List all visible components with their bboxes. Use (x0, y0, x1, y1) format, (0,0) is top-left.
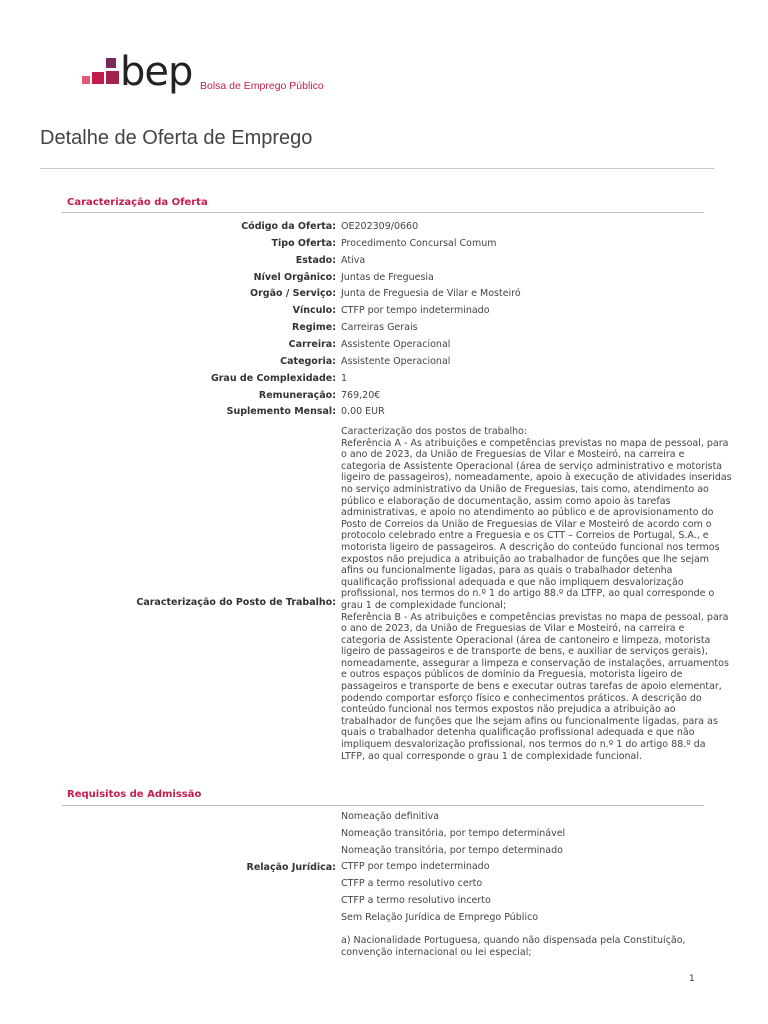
posto-line: categoria de Assistente Operacional (área de cantoneiro e limpeza, motorista (341, 634, 711, 646)
section-divider-2 (62, 805, 704, 806)
field-label: Grau de Complexidade: (210, 372, 336, 384)
field-value: CTFP por tempo indeterminado (341, 305, 490, 317)
field-value: 0.00 EUR (341, 406, 385, 418)
posto-line: conteúdo funcional nos termos expostos não prejudica a atribuição ao (341, 704, 676, 716)
posto-line: o ano de 2023, da União de Freguesias de Vilar e Mosteiró, na carreira e (341, 449, 685, 461)
posto-line: profissional, nos termos do n.º 1 do artigo 88.º da LTFP, ao qual corresponde o (341, 588, 715, 600)
field-value: Assistente Operacional (341, 355, 451, 367)
posto-line: o ano de 2023, da União de Freguesias de Vilar e Mosteiró, na carreira e (341, 623, 685, 635)
posto-line: ligeiro de passageiros e de transporte de bens, e auxiliar de serviços gerais), (341, 646, 708, 658)
posto-line: nomeadamente, assegurar a limpeza e conservação de instalações, arruamentos (341, 657, 729, 669)
section-heading-caracterizacao: Caracterização da Oferta (67, 197, 208, 208)
field-label: Nível Orgânico: (253, 271, 336, 283)
posto-line: quais o trabalhador detenha qualificação profissional adequada e que não (341, 727, 695, 739)
section-heading-requisitos: Requisitos de Admissão (67, 789, 202, 800)
posto-line: impliquem desvalorização profissional, nos termos do n.º 1 do artigo 88.º da (341, 739, 706, 751)
page-title: Detalhe de Oferta de Emprego (40, 127, 313, 149)
posto-line: e outros espaços públicos de domínio da Freguesia, motorista ligeiro de (341, 669, 683, 681)
logo-word: bep (120, 49, 193, 95)
relacao-item: Sem Relação Jurídica de Emprego Público (341, 911, 539, 923)
posto-line: Referência B - As atribuições e competências previstas no mapa de pessoal, para (341, 611, 729, 623)
field-value: Carreiras Gerais (341, 322, 418, 334)
relacao-item: CTFP por tempo indeterminado (341, 861, 490, 873)
field-label: Tipo Oferta: (271, 237, 336, 249)
field-value: Ativa (341, 254, 366, 266)
posto-line: público e elaboração de documentação, assim como apoio às tarefas (341, 495, 671, 507)
posto-line: LTFP, ao qual corresponde o grau 1 de complexidade funcional. (341, 750, 643, 762)
field-label: Remuneração: (258, 389, 336, 401)
relacao-item: Nomeação transitória, por tempo determinado (341, 844, 563, 856)
field-label: Carreira: (288, 338, 336, 350)
posto-line: qualificação profissional adequada e que não impliquem desvalorização (341, 576, 684, 588)
relacao-juridica-label: Relação Jurídica: (246, 862, 336, 873)
posto-line: expostos não prejudica a atribuição ao trabalhador de funções que lhe sejam (341, 553, 710, 565)
field-label: Regime: (292, 322, 336, 334)
posto-line: grau 1 de complexidade funcional; (341, 599, 507, 611)
field-label: Vínculo: (292, 305, 336, 317)
field-value: Assistente Operacional (341, 338, 451, 350)
relacao-item: Nomeação definitiva (341, 811, 440, 822)
posto-line: Referência A - As atribuições e competências previstas no mapa de pessoal, para (341, 437, 729, 449)
relacao-item: CTFP a termo resolutivo incerto (341, 894, 491, 906)
relacao-item: Nomeação transitória, por tempo determinável (341, 827, 566, 839)
posto-trabalho-text (341, 426, 732, 762)
requisito-line: convenção internacional ou lei especial; (341, 946, 532, 958)
posto-line: Caracterização dos postos de trabalho: (341, 426, 528, 437)
field-label: Orgão / Serviço: (250, 288, 336, 300)
field-label: Suplemento Mensal: (226, 406, 336, 418)
field-value: Procedimento Concursal Comum (341, 237, 497, 249)
logo-subtitle: Bolsa de Emprego Público (200, 80, 324, 92)
requisitos-text (341, 935, 686, 958)
logo-square-4 (106, 71, 119, 84)
posto-line: Posto de Correios da União de Freguesias de Vilar e Mosteiró de acordo com o (341, 518, 712, 530)
logo-square-3 (106, 58, 116, 68)
posto-line: ligeiro de passageiros), nomeadamente, apoio à execução de atividades inseridas (341, 472, 732, 484)
page-number: 1 (689, 974, 695, 984)
relacao-juridica-list (341, 811, 565, 929)
field-value: Junta de Freguesia de Vilar e Mosteiró (341, 288, 521, 300)
field-value: Juntas de Freguesia (341, 271, 434, 283)
title-divider (40, 168, 714, 169)
section-divider-1 (62, 212, 704, 213)
posto-line: trabalhador de funções que lhe sejam afins ou funcionalmente ligadas, para as (341, 715, 718, 727)
field-value: 1 (341, 372, 348, 384)
field-label: Categoria: (280, 355, 336, 367)
posto-line: categoria de Assistente Operacional (área de serviço administrativo e motorista (341, 460, 723, 472)
posto-line: afins ou funcionalmente ligadas, para as quais o trabalhador detenha (341, 565, 673, 577)
posto-line: passageiros e transporte de bens e executar outras tarefas de apoio elementar, (341, 681, 722, 693)
posto-line: administrativas, e apoio no atendimento ao público e de aprovisionamento do (341, 507, 714, 519)
posto-line: podendo comportar esforço físico e conhecimentos práticos. A descrição do (341, 692, 702, 704)
posto-line: no serviço administrativo da União de Freguesias, tais como, atendimento ao (341, 483, 709, 495)
logo-square-2 (92, 72, 104, 84)
posto-line: motorista ligeiro de passageiros. A descrição do conteúdo funcional nos termos (341, 541, 720, 553)
field-label: Estado: (295, 254, 336, 266)
posto-trabalho-label: Caracterização do Posto de Trabalho: (136, 597, 336, 608)
field-value: OE202309/0660 (341, 221, 419, 232)
logo-square-1 (82, 76, 90, 84)
field-label: Código da Oferta: (241, 221, 336, 232)
relacao-item: CTFP a termo resolutivo certo (341, 878, 483, 890)
field-value: 769,20€ (341, 389, 381, 401)
requisito-line: a) Nacionalidade Portuguesa, quando não dispensada pela Constituição, (341, 935, 686, 946)
posto-line: protocolo celebrado entre a Freguesia e os CTT – Correios de Portugal, S.A., e (341, 530, 709, 542)
